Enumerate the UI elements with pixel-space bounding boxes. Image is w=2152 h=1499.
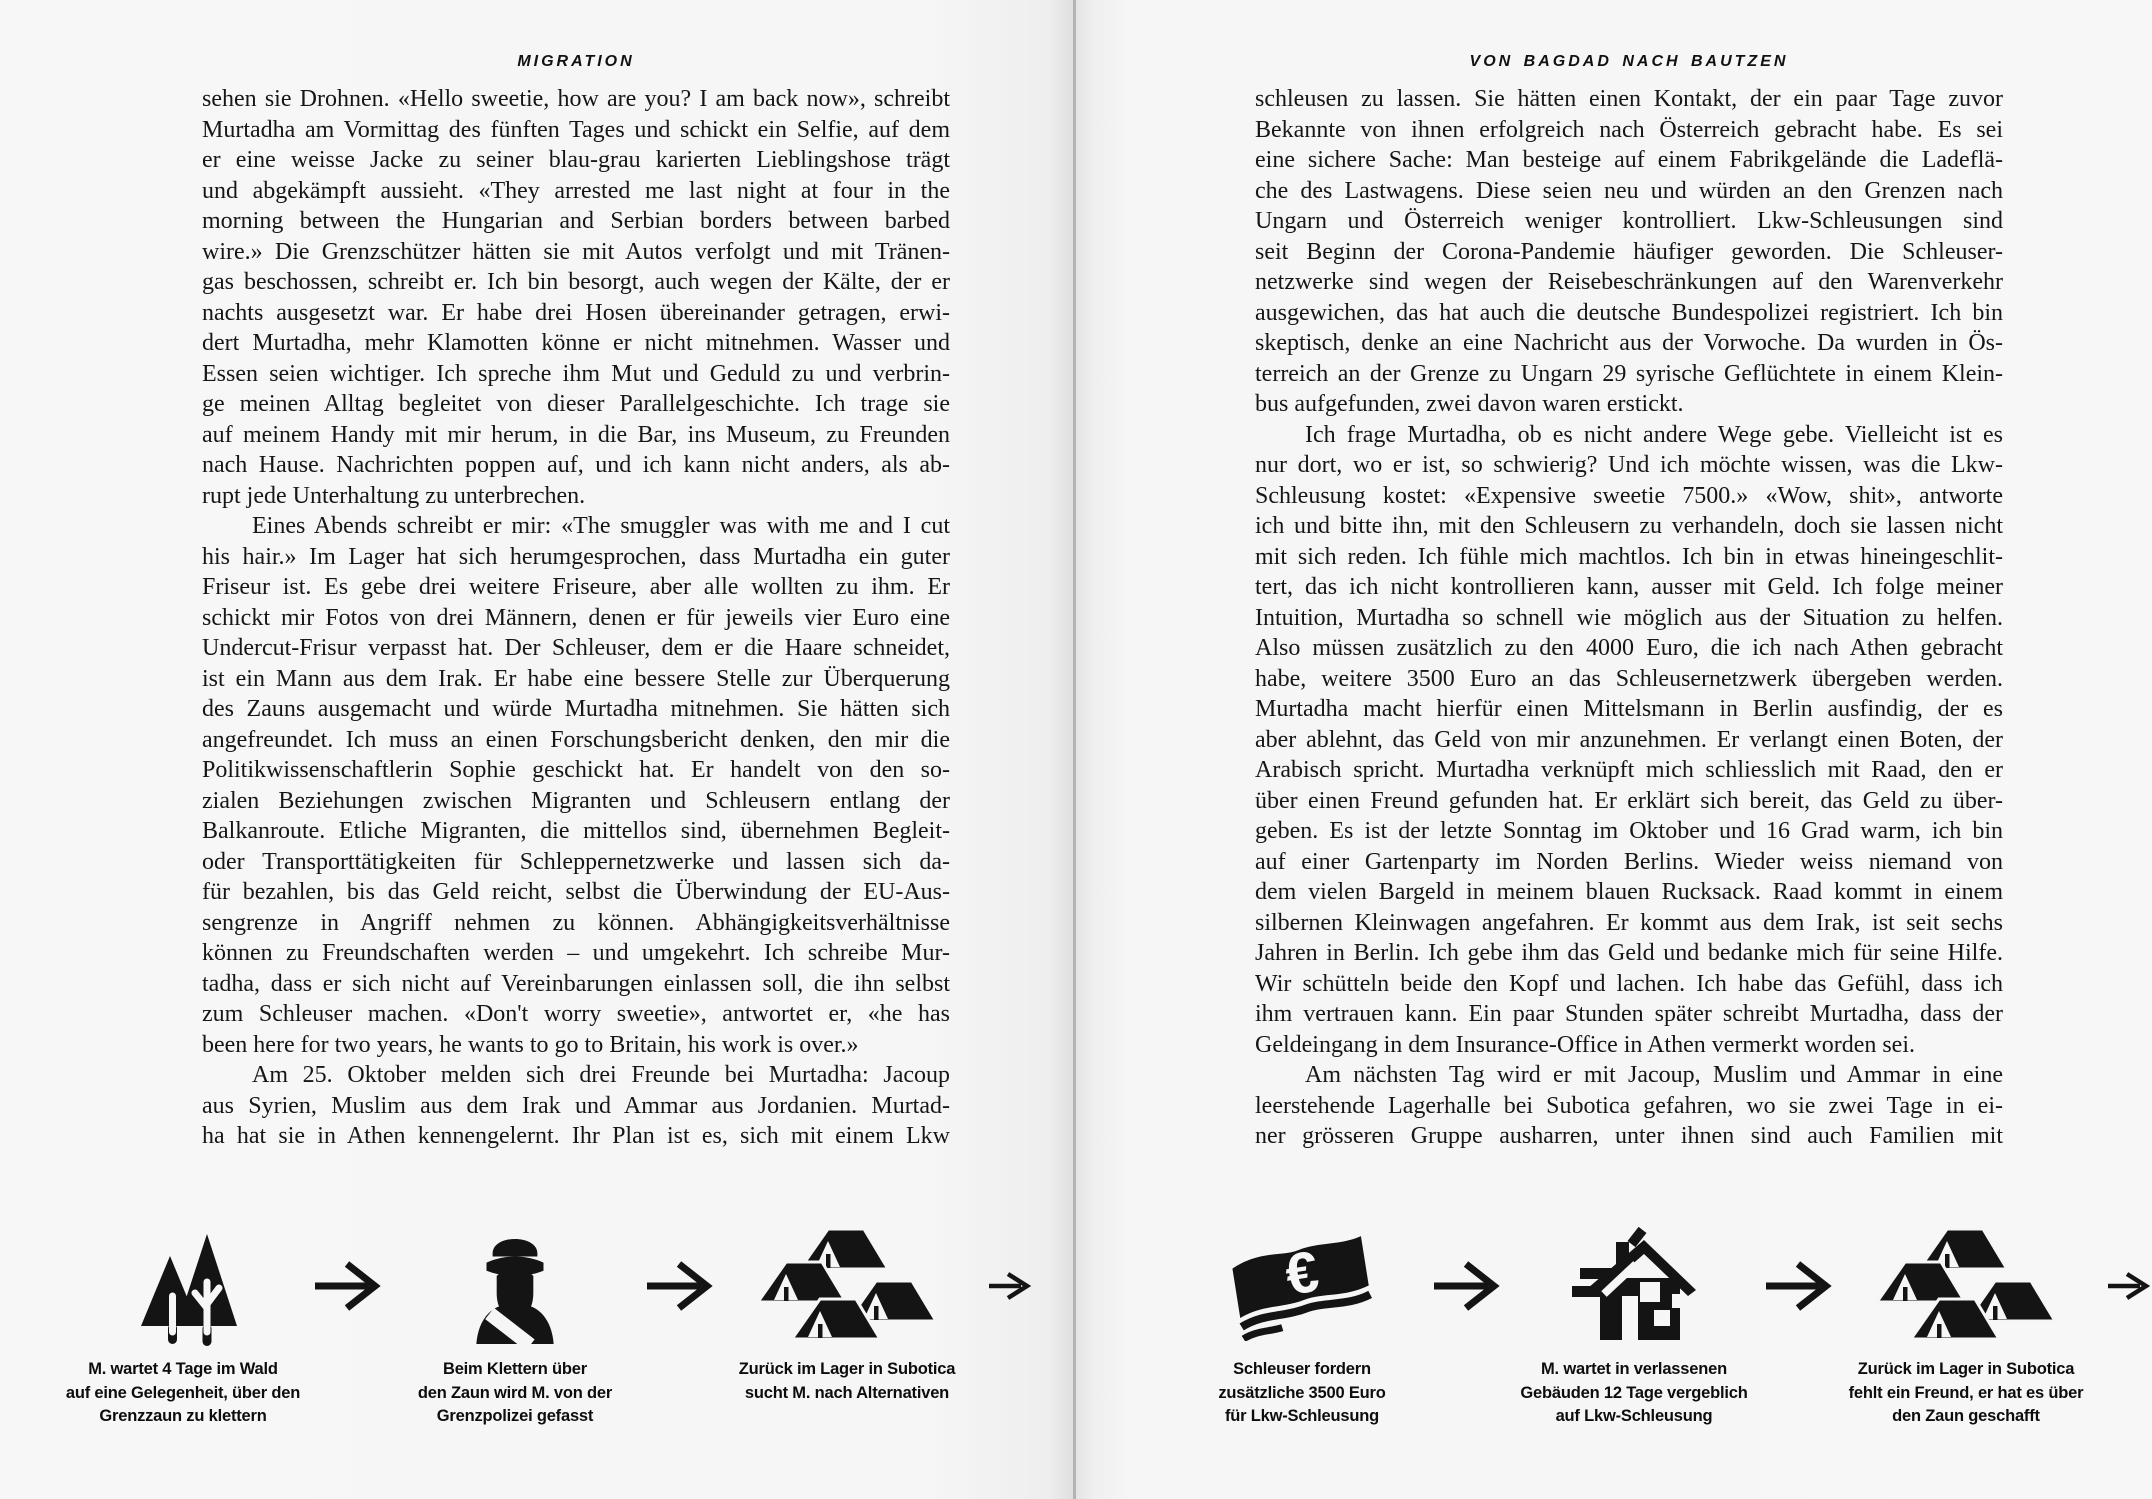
text-line: dert Murtadha, mehr Klamotten könne er nicht mitnehmen. Wasser und <box>202 330 950 356</box>
caption-line: Zurück im Lager in Subotica <box>738 1360 956 1378</box>
text-column <box>202 84 950 1152</box>
text-line: Murtadha am Vormittag des fünften Tages und schickt ein Selfie, auf dem <box>202 116 950 143</box>
text-line: oder Transporttätigkeiten für Schleppernetzwerke und lassen sich da- <box>202 848 950 875</box>
text-line: Intuition, Murtadha so schnell wie möglich aus der Situation zu helfen. <box>1255 604 2003 631</box>
text-line: habe, weitere 3500 Euro an das Schleusernetzwerk übergeben werden. <box>1255 665 2003 692</box>
text-line: netzwerke sind wegen der Reisebeschränkungen auf den Warenverkehr <box>1255 269 2003 295</box>
text-line: geben. Es ist der letzte Sonntag im Oktober und 16 Grad warm, ich bin <box>1255 818 2003 844</box>
arrow-right-icon <box>645 1222 717 1350</box>
caption-line: für Lkw-Schleusung <box>1224 1407 1380 1425</box>
text-line: eine sichere Sache: Man besteige auf einem Fabrikgelände die Ladeflä- <box>1255 147 2003 173</box>
text-line: Politikwissenschaftlerin Sophie geschickt hat. Er handelt von den so- <box>202 757 950 783</box>
text-line: Eines Abends schreibt er mir: «The smuggler was with me and I cut <box>252 513 950 539</box>
text-line: nur dort, wo er ist, so schwierig? Und ich möchte wissen, was die Lkw- <box>1255 452 2003 478</box>
text-line: ihm vertrauen kann. Ein paar Stunden später schreibt Murtadha, dass der <box>1255 1001 2003 1027</box>
text-line: sehen sie Drohnen. «Hello sweetie, how are you? I am back now», schreibt <box>202 86 950 112</box>
text-line: Am nächsten Tag wird er mit Jacoup, Muslim und Ammar in eine <box>1305 1062 2003 1088</box>
arrow-right-icon <box>1764 1222 1836 1350</box>
page-fold-divider <box>1073 0 1076 1499</box>
text-line: sengrenze in Angriff nehmen zu können. Abhängigkeitsverhältnisse <box>202 909 950 936</box>
step-caption <box>418 1358 612 1429</box>
journey-step <box>1504 1222 1764 1429</box>
caption-line: Grenzpolizei gefasst <box>436 1407 594 1425</box>
caption-line: sucht M. nach Alternativen <box>744 1383 950 1402</box>
text-line: tadha, dass er sich nicht auf Vereinbarungen einlassen soll, die ihn selbst <box>202 970 950 997</box>
caption-line: M. wartet in verlassenen <box>1541 1360 1727 1378</box>
caption-line: Schleuser fordern <box>1233 1360 1371 1378</box>
text-line: Friseur ist. Es gebe drei weitere Friseure, aber alle wollten zu ihm. Er <box>202 574 950 600</box>
caption-line: Gebäuden 12 Tage vergeblich <box>1520 1383 1748 1402</box>
text-line: che des Lastwagens. Diese seien neu und würden an den Grenzen nach <box>1255 177 2003 204</box>
page-header: VON BAGDAD NACH BAUTZEN <box>1469 53 1789 70</box>
caption-line: zusätzliche 3500 Euro <box>1218 1383 1386 1402</box>
text-line: Undercut-Frisur verpasst hat. Der Schleuser, dem er die Haare schneidet, <box>202 635 950 661</box>
text-line: nachts ausgesetzt war. Er habe drei Hosen übereinander getragen, erwi- <box>202 299 950 326</box>
journey-step <box>385 1222 645 1429</box>
text-line: zum Schleuser machen. «Don't worry sweetie», antwortet er, «he has <box>202 1001 950 1027</box>
steps-row <box>1172 1222 2152 1429</box>
step-caption <box>1520 1358 1747 1429</box>
forest-icon <box>127 1222 239 1350</box>
steps-row <box>53 1222 1033 1429</box>
caption-line: den Zaun geschafft <box>1892 1407 2040 1425</box>
text-line: morning between the Hungarian and Serbian borders between barbed <box>202 208 950 234</box>
text-line: zialen Beziehungen zwischen Migranten und Schleusern entlang der <box>202 787 950 814</box>
abandoned-house-icon <box>1566 1222 1702 1350</box>
text-line: Ich frage Murtadha, ob es nicht andere Wege gebe. Vielleicht ist es <box>1305 421 2003 448</box>
step-caption <box>739 1358 955 1405</box>
svg-text:€: € <box>1281 1238 1324 1308</box>
text-line: skeptisch, denke an eine Nachricht aus der Vorwoche. Da wurden in Ös- <box>1255 330 2003 356</box>
text-line: ausgewichen, das hat auch die deutsche Bundespolizei registriert. Ich bin <box>1255 299 2003 326</box>
text-line: Wir schütteln beide den Kopf und lachen. Ich habe das Gefühl, dass ich <box>1255 970 2003 997</box>
text-line: tert, das ich nicht kontrollieren kann, ausser mit Geld. Ich folge meiner <box>1255 574 2003 600</box>
arrow-right-small-icon <box>977 1222 1033 1350</box>
text-line: Balkanroute. Etliche Migranten, die mittellos sind, übernehmen Begleit- <box>202 818 950 844</box>
euro-banknote-icon <box>1226 1222 1378 1350</box>
text-line: ist ein Mann aus dem Irak. Er habe eine bessere Stelle zur Überquerung <box>202 665 950 692</box>
text-line: ge meinen Alltag begleitet von dieser Parallelgeschichte. Ich trage sie <box>202 391 950 417</box>
text-line: seit Beginn der Corona-Pandemie häufiger geworden. Die Schleuser- <box>1255 238 2003 265</box>
text-line: wire.» Die Grenzschützer hätten sie mit Autos verfolgt und mit Tränen- <box>202 238 950 265</box>
text-line: Murtadha macht hierfür einen Mittelsmann in Berlin ausfindig, der es <box>1255 696 2003 722</box>
text-line: Geldeingang in dem Insurance-Office in Athen vermerkt worden sei. <box>1255 1031 1915 1058</box>
journey-step <box>1172 1222 1432 1429</box>
caption-line: den Zaun wird M. von der <box>417 1383 613 1402</box>
text-line: Schleusung kostet: «Expensive sweetie 7500.» «Wow, shit», antworte <box>1255 482 2003 509</box>
text-line: auf meinem Handy mit mir herum, in die Bar, ins Museum, zu Freunden <box>202 421 950 448</box>
text-line: schickt mir Fotos von drei Männern, denen er für jeweils vier Euro eine <box>202 604 950 631</box>
text-line: des Zauns ausgemacht und würde Murtadha mitnehmen. Sie hätten sich <box>202 696 950 722</box>
page-header: MIGRATION <box>517 53 635 70</box>
arrow-right-small-icon <box>2096 1222 2152 1350</box>
caption-line: fehlt ein Freund, er hat es über <box>1848 1383 2084 1402</box>
text-line: aber ablehnt, das Geld von mir anzunehmen. Er verlangt einen Boten, der <box>1255 726 2003 753</box>
text-line: been here for two years, he wants to go to Britain, his work is over.» <box>202 1031 859 1058</box>
text-line: Bekannte von ihnen erfolgreich nach Österreich gebracht habe. Es sei <box>1255 116 2003 143</box>
text-line: silbernen Kleinwagen angefahren. Er kommt aus dem Irak, ist seit sechs <box>1255 909 2003 936</box>
text-line: bus aufgefunden, zwei davon waren erstickt. <box>1255 391 1684 417</box>
police-officer-icon <box>466 1222 564 1350</box>
text-line: ner grösseren Gruppe ausharren, unter ihnen sind auch Familien mit <box>1255 1123 2003 1149</box>
text-line: können zu Freundschaften werden – und umgekehrt. Ich schreibe Mur- <box>202 940 950 966</box>
text-line: auf einer Gartenparty im Norden Berlins. Wieder weiss niemand von <box>1255 848 2003 875</box>
page-right <box>1076 0 2152 1499</box>
caption-line: Zurück im Lager in Subotica <box>1857 1360 2075 1378</box>
text-column <box>1255 84 2003 1152</box>
text-line: Also müssen zusätzlich zu den 4000 Euro, die ich nach Athen gebracht <box>1255 635 2003 661</box>
text-line: Am 25. Oktober melden sich drei Freunde bei Murtadha: Jacoup <box>252 1062 950 1088</box>
text-line: gas beschossen, schreibt er. Ich bin besorgt, auch wegen der Kälte, der er <box>202 269 950 295</box>
text-line: angefreundet. Ich muss an einen Forschungsbericht denken, den mir die <box>202 726 950 753</box>
step-caption <box>66 1358 300 1429</box>
text-line: für bezahlen, bis das Geld reicht, selbst die Überwindung der EU-Aus- <box>202 879 950 905</box>
journey-step <box>1836 1222 2096 1429</box>
text-line: leerstehende Lagerhalle bei Subotica gefahren, wo sie zwei Tage in ei- <box>1255 1092 2003 1119</box>
step-caption <box>1849 1358 2084 1429</box>
tent-camp-icon <box>756 1222 938 1350</box>
caption-line: M. wartet 4 Tage im Wald <box>88 1360 278 1378</box>
text-line: er eine weisse Jacke zu seiner blau-grau karierten Lieblingshose trägt <box>202 147 950 173</box>
text-line: schleusen zu lassen. Sie hätten einen Kontakt, der ein paar Tage zuvor <box>1255 86 2003 112</box>
journey-step <box>717 1222 977 1405</box>
text-line: über einen Freund gefunden hat. Er erklärt sich bereit, das Geld zu über- <box>1255 787 2003 814</box>
step-caption <box>1218 1358 1385 1429</box>
text-line: mit sich reden. Ich fühle mich machtlos. Ich bin in etwas hineingeschlit- <box>1255 543 2003 570</box>
text-line: his hair.» Im Lager hat sich herumgesprochen, dass Murtadha ein guter <box>202 543 950 570</box>
text-line: und abgekämpft aussieht. «They arrested me last night at four in the <box>202 177 950 204</box>
text-line: Essen seien wichtiger. Ich spreche ihm Mut und Geduld zu und verbrin- <box>202 360 950 387</box>
caption-line: auf eine Gelegenheit, über den <box>65 1383 301 1402</box>
text-line: aus Syrien, Muslim aus dem Irak und Ammar aus Jordanien. Murtad- <box>202 1092 950 1119</box>
text-line: ich und bitte ihn, mit den Schleusern zu verhandeln, doch sie lassen nicht <box>1255 513 2003 539</box>
journey-step <box>53 1222 313 1429</box>
text-line: dem vielen Bargeld in meinem blauen Rucksack. Raad kommt in einem <box>1255 879 2003 905</box>
arrow-right-icon <box>1432 1222 1504 1350</box>
caption-line: Beim Klettern über <box>442 1360 587 1378</box>
text-line: nach Hause. Nachrichten poppen auf, und ich kann nicht anders, als ab- <box>202 452 950 478</box>
caption-line: auf Lkw-Schleusung <box>1555 1407 1713 1425</box>
text-line: ha hat sie in Athen kennengelernt. Ihr Plan ist es, sich mit einem Lkw <box>202 1123 950 1149</box>
text-line: Arabisch spricht. Murtadha verknüpft mich schliesslich mit Raad, den er <box>1255 757 2003 783</box>
text-line: Ungarn und Österreich weniger kontrolliert. Lkw-Schleusungen sind <box>1255 208 2003 234</box>
text-line: rupt jede Unterhaltung zu unterbrechen. <box>202 482 586 509</box>
text-line: terreich an der Grenze zu Ungarn 29 syrische Geflüchtete in einem Klein- <box>1255 360 2003 387</box>
tent-camp-icon <box>1875 1222 2057 1350</box>
arrow-right-icon <box>313 1222 385 1350</box>
text-line: Jahren in Berlin. Ich gebe ihm das Geld und bedanke mich für seine Hilfe. <box>1255 940 2003 966</box>
caption-line: Grenzzaun zu klettern <box>99 1407 267 1425</box>
